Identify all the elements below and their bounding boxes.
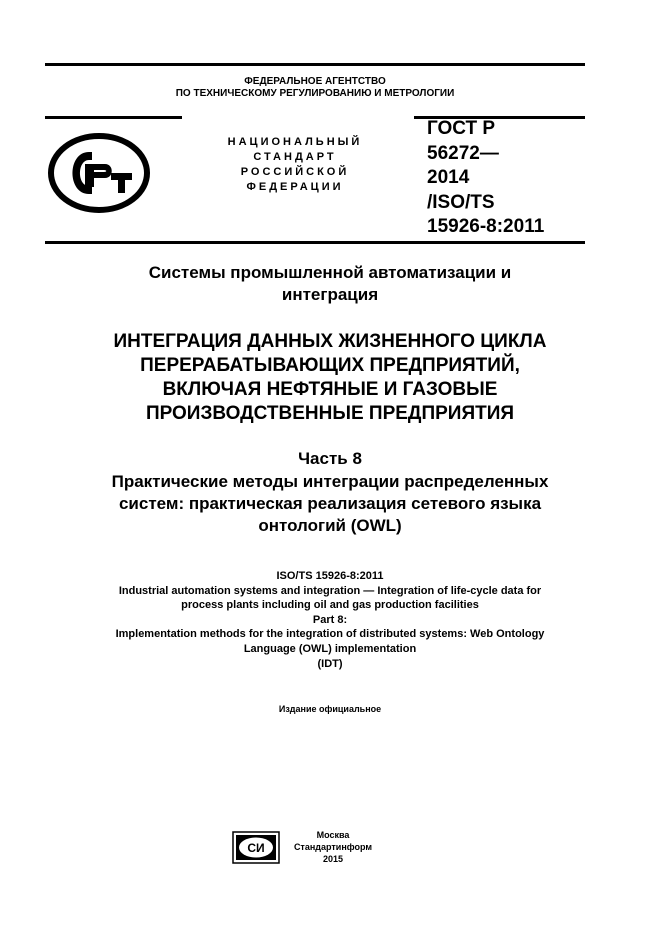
agency-line-1: ФЕДЕРАЛЬНОЕ АГЕНТСТВО bbox=[244, 76, 386, 87]
part-number: Часть 8 bbox=[298, 449, 362, 468]
publisher-year: 2015 bbox=[322, 854, 344, 864]
national-standard-label bbox=[205, 135, 385, 195]
gost-line-4: /ISO/TS bbox=[427, 191, 495, 213]
publisher-city: Москва bbox=[316, 830, 350, 840]
header-rule-left bbox=[45, 116, 182, 119]
gost-number bbox=[427, 117, 544, 240]
gost-line-1: ГОСТ Р bbox=[427, 118, 496, 139]
header-rule-bottom bbox=[45, 241, 585, 244]
main-title-line-4: ПРОИЗВОДСТВЕННЫЕ ПРЕДПРИЯТИЯ bbox=[145, 403, 515, 424]
part-title bbox=[40, 471, 620, 537]
main-title-line-3: ВКЛЮЧАЯ НЕФТЯНЫЕ И ГАЗОВЫЕ bbox=[162, 379, 498, 400]
standartinform-logo-icon bbox=[232, 831, 280, 864]
english-line-1: ISO/TS 15926-8:2011 bbox=[276, 570, 384, 582]
english-line-3: process plants including oil and gas production facilities bbox=[181, 599, 479, 612]
publisher-logo-text: СИ bbox=[247, 841, 265, 855]
english-line-5: Implementation methods for the integration of distributed systems: Web Ontology bbox=[115, 628, 545, 641]
gost-line-2: 56272— bbox=[427, 142, 499, 164]
natstd-line-2: СТАНДАРТ bbox=[253, 151, 337, 163]
gost-line-3: 2014 bbox=[427, 167, 470, 188]
series-title bbox=[40, 262, 620, 306]
main-title-line-2: ПЕРЕРАБАТЫВАЮЩИХ ПРЕДПРИЯТИЙ, bbox=[140, 355, 520, 376]
english-line-6: Language (OWL) implementation bbox=[243, 642, 417, 655]
publisher-name: Стандартинформ bbox=[293, 842, 373, 852]
main-title bbox=[40, 330, 620, 426]
part-title-line-2: систем: практическая реализация сетевого языка bbox=[118, 494, 542, 513]
natstd-line-3: РОССИЙСКОЙ bbox=[240, 166, 350, 178]
english-line-2: Industrial automation systems and integration — Integration of life-cycle data for bbox=[118, 584, 542, 597]
top-rule bbox=[45, 63, 585, 66]
gost-line-5: 15926-8:2011 bbox=[427, 216, 545, 237]
publisher-info bbox=[278, 829, 388, 865]
part-title-line-1: Практические методы интеграции распределенных bbox=[111, 472, 549, 491]
english-line-7: (IDT) bbox=[317, 657, 343, 670]
gost-r-logo-icon bbox=[48, 133, 150, 213]
series-title-line-1: Системы промышленной автоматизации и bbox=[148, 263, 512, 282]
natstd-line-4: ФЕДЕРАЦИИ bbox=[246, 181, 344, 193]
agency-line-2: ПО ТЕХНИЧЕСКОМУ РЕГУЛИРОВАНИЮ И МЕТРОЛОГИИ bbox=[175, 88, 455, 99]
part-title-line-3: онтологий (OWL) bbox=[258, 516, 402, 535]
main-title-line-1: ИНТЕГРАЦИЯ ДАННЫХ ЖИЗНЕННОГО ЦИКЛА bbox=[113, 331, 547, 352]
english-line-4: Part 8: bbox=[312, 613, 348, 626]
series-title-line-2: интеграция bbox=[281, 285, 379, 304]
agency-name bbox=[45, 76, 585, 100]
official-edition: Издание официальное bbox=[278, 704, 382, 714]
natstd-line-1: НАЦИОНАЛЬНЫЙ bbox=[227, 136, 363, 148]
english-title bbox=[40, 569, 620, 671]
